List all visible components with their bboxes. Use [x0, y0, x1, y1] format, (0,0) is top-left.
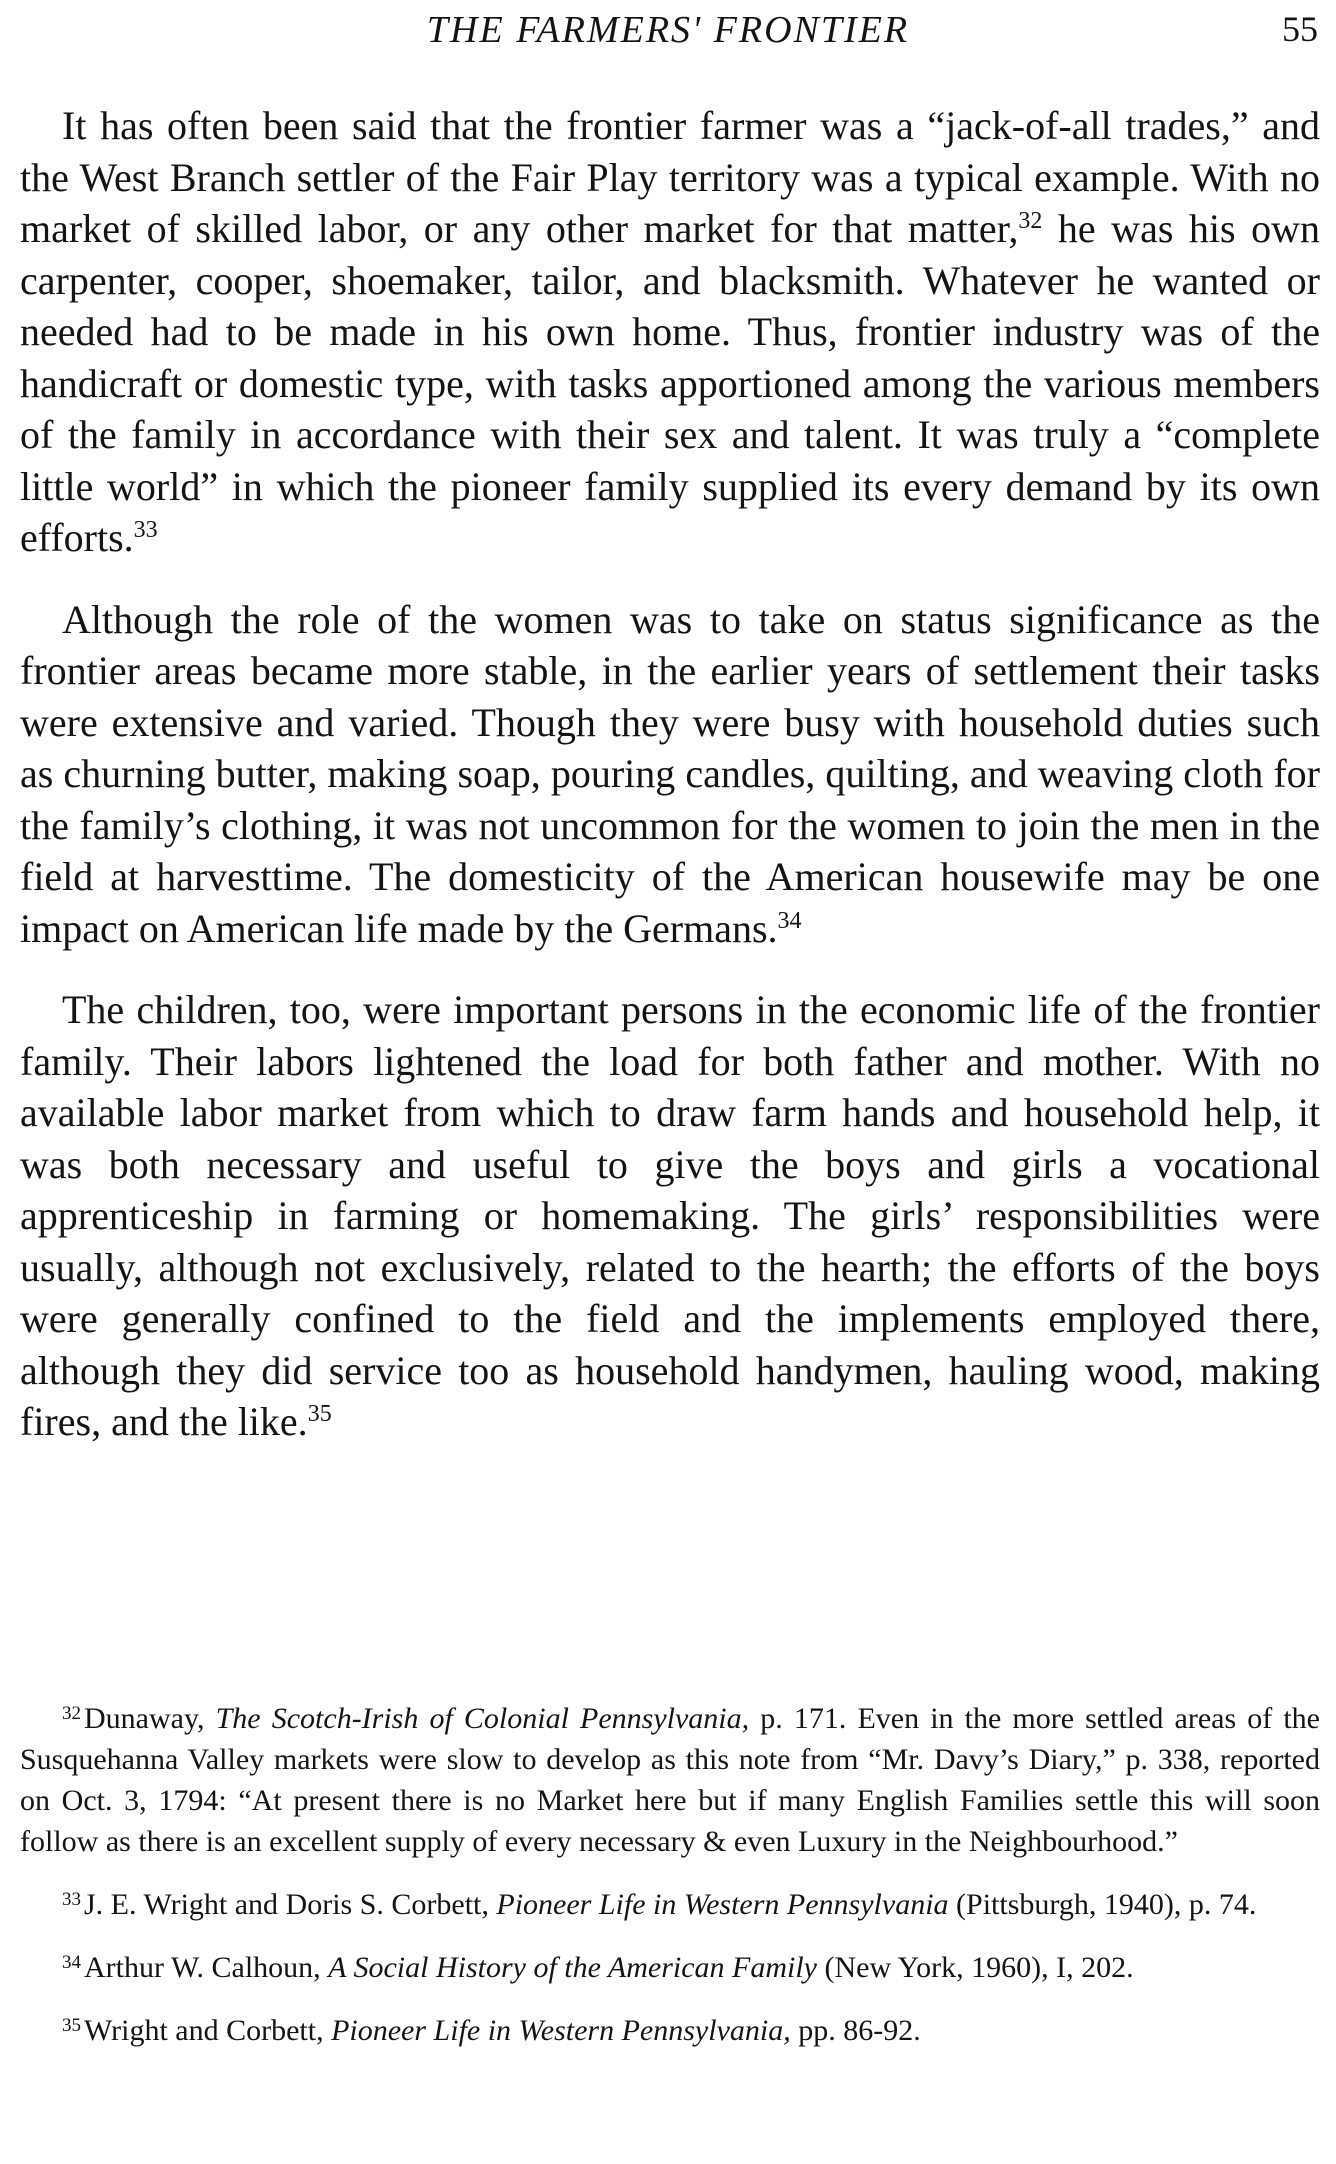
running-title: THE FARMERS' FRONTIER	[426, 9, 910, 51]
footnote-source-title: The Scotch-Irish of Colonial Pennsylvania,	[215, 1702, 750, 1735]
footnote-32	[20, 1698, 1320, 1862]
page-header	[0, 8, 1336, 52]
footnote-text-pre: J. E. Wright and Doris S. Corbett,	[84, 1888, 497, 1921]
paragraph-2	[20, 594, 1320, 955]
paragraph-3	[20, 984, 1320, 1448]
footnote-text-post: p. 171. Even in the more settled areas of the Susquehanna Valley markets were slow to develop as this note from “Mr. Davy’s Diary,” p. 338, reported on Oct. 3, 1794: “At present there is no Market here but if many English Families settle this will soon follow as there is an excellent supply of every necessary & even Luxury in the Neighbourhood.”	[20, 1702, 1320, 1858]
paragraph-2-text: Although the role of the women was to take on status significance as the frontier areas became more stable, in the earlier years of settlement their tasks were extensive and varied. Though they were busy with household duties such as churning butter, making soap, pouring candles, quilting, and weaving cloth for the family’s clothing, it was not uncommon for the women to join the men in the field at harvesttime. The domesticity of the American housewife may be one impact on American life made by the Germans.	[20, 596, 1320, 951]
paragraph-1-text-a: It has often been said that the frontier farmer was a “jack-of-all trades,” and the West Branch settler of the Fair Play territory was a typical example. With no market of skilled labor, or any other market for that matter,	[20, 103, 1320, 251]
footnote-ref-34: 34	[777, 907, 802, 934]
footnote-source-title: A Social History of the American Family	[328, 1951, 817, 1984]
paragraph-3-text: The children, too, were important persons in the economic life of the frontier family. Their labors lightened the load for both father and mother. With no available labor market from which to draw farm hands and household help, it was both necessary and useful to give the boys and girls a vocational apprenticeship in farming or homemaking. The girls’ responsibilities were usually, although not exclusively, related to the hearth; the efforts of the boys were generally confined to the field and the implements employed there, although they did service too as household handymen, hauling wood, making fires, and the like.	[20, 987, 1320, 1444]
footnote-mark: 34	[62, 1952, 81, 1973]
paragraph-1	[20, 100, 1320, 564]
footnote-source-title: Pioneer Life in Western Pennsylvania,	[331, 2014, 791, 2047]
footnote-text-post: (New York, 1960), I, 202.	[817, 1951, 1134, 1984]
footnote-33	[20, 1884, 1320, 1925]
footnote-text-pre: Dunaway,	[84, 1702, 216, 1735]
paragraph-1-text-b: he was his own carpenter, cooper, shoemaker, tailor, and blacksmith. Whatever he wanted or needed had to be made in his own home. Thus, frontier industry was of the handicraft or domestic type, with tasks apportioned among the various members of the family in accordance with their sex and talent. It was truly a “complete little world” in which the pioneer family supplied its every demand by its own efforts.	[20, 206, 1321, 560]
footnote-35	[20, 2010, 1320, 2051]
footnote-source-title: Pioneer Life in Western Pennsylvania	[496, 1888, 949, 1921]
footnote-ref-33: 33	[133, 517, 158, 543]
footnote-mark: 33	[62, 1889, 81, 1910]
page-number: 55	[1282, 9, 1318, 49]
footnote-text-post: (Pittsburgh, 1940), p. 74.	[948, 1888, 1257, 1921]
footnote-34	[20, 1947, 1320, 1988]
footnote-text-pre: Arthur W. Calhoun,	[84, 1951, 329, 1984]
footnotes	[20, 1698, 1320, 2073]
footnote-ref-32: 32	[1018, 208, 1043, 234]
footnote-text-post: pp. 86-92.	[790, 2014, 921, 2047]
footnote-ref-35: 35	[307, 1401, 332, 1427]
footnote-text-pre: Wright and Corbett,	[84, 2014, 332, 2047]
footnote-mark: 35	[62, 2015, 81, 2036]
footnote-mark: 32	[62, 1703, 81, 1724]
body-text	[20, 100, 1320, 1478]
